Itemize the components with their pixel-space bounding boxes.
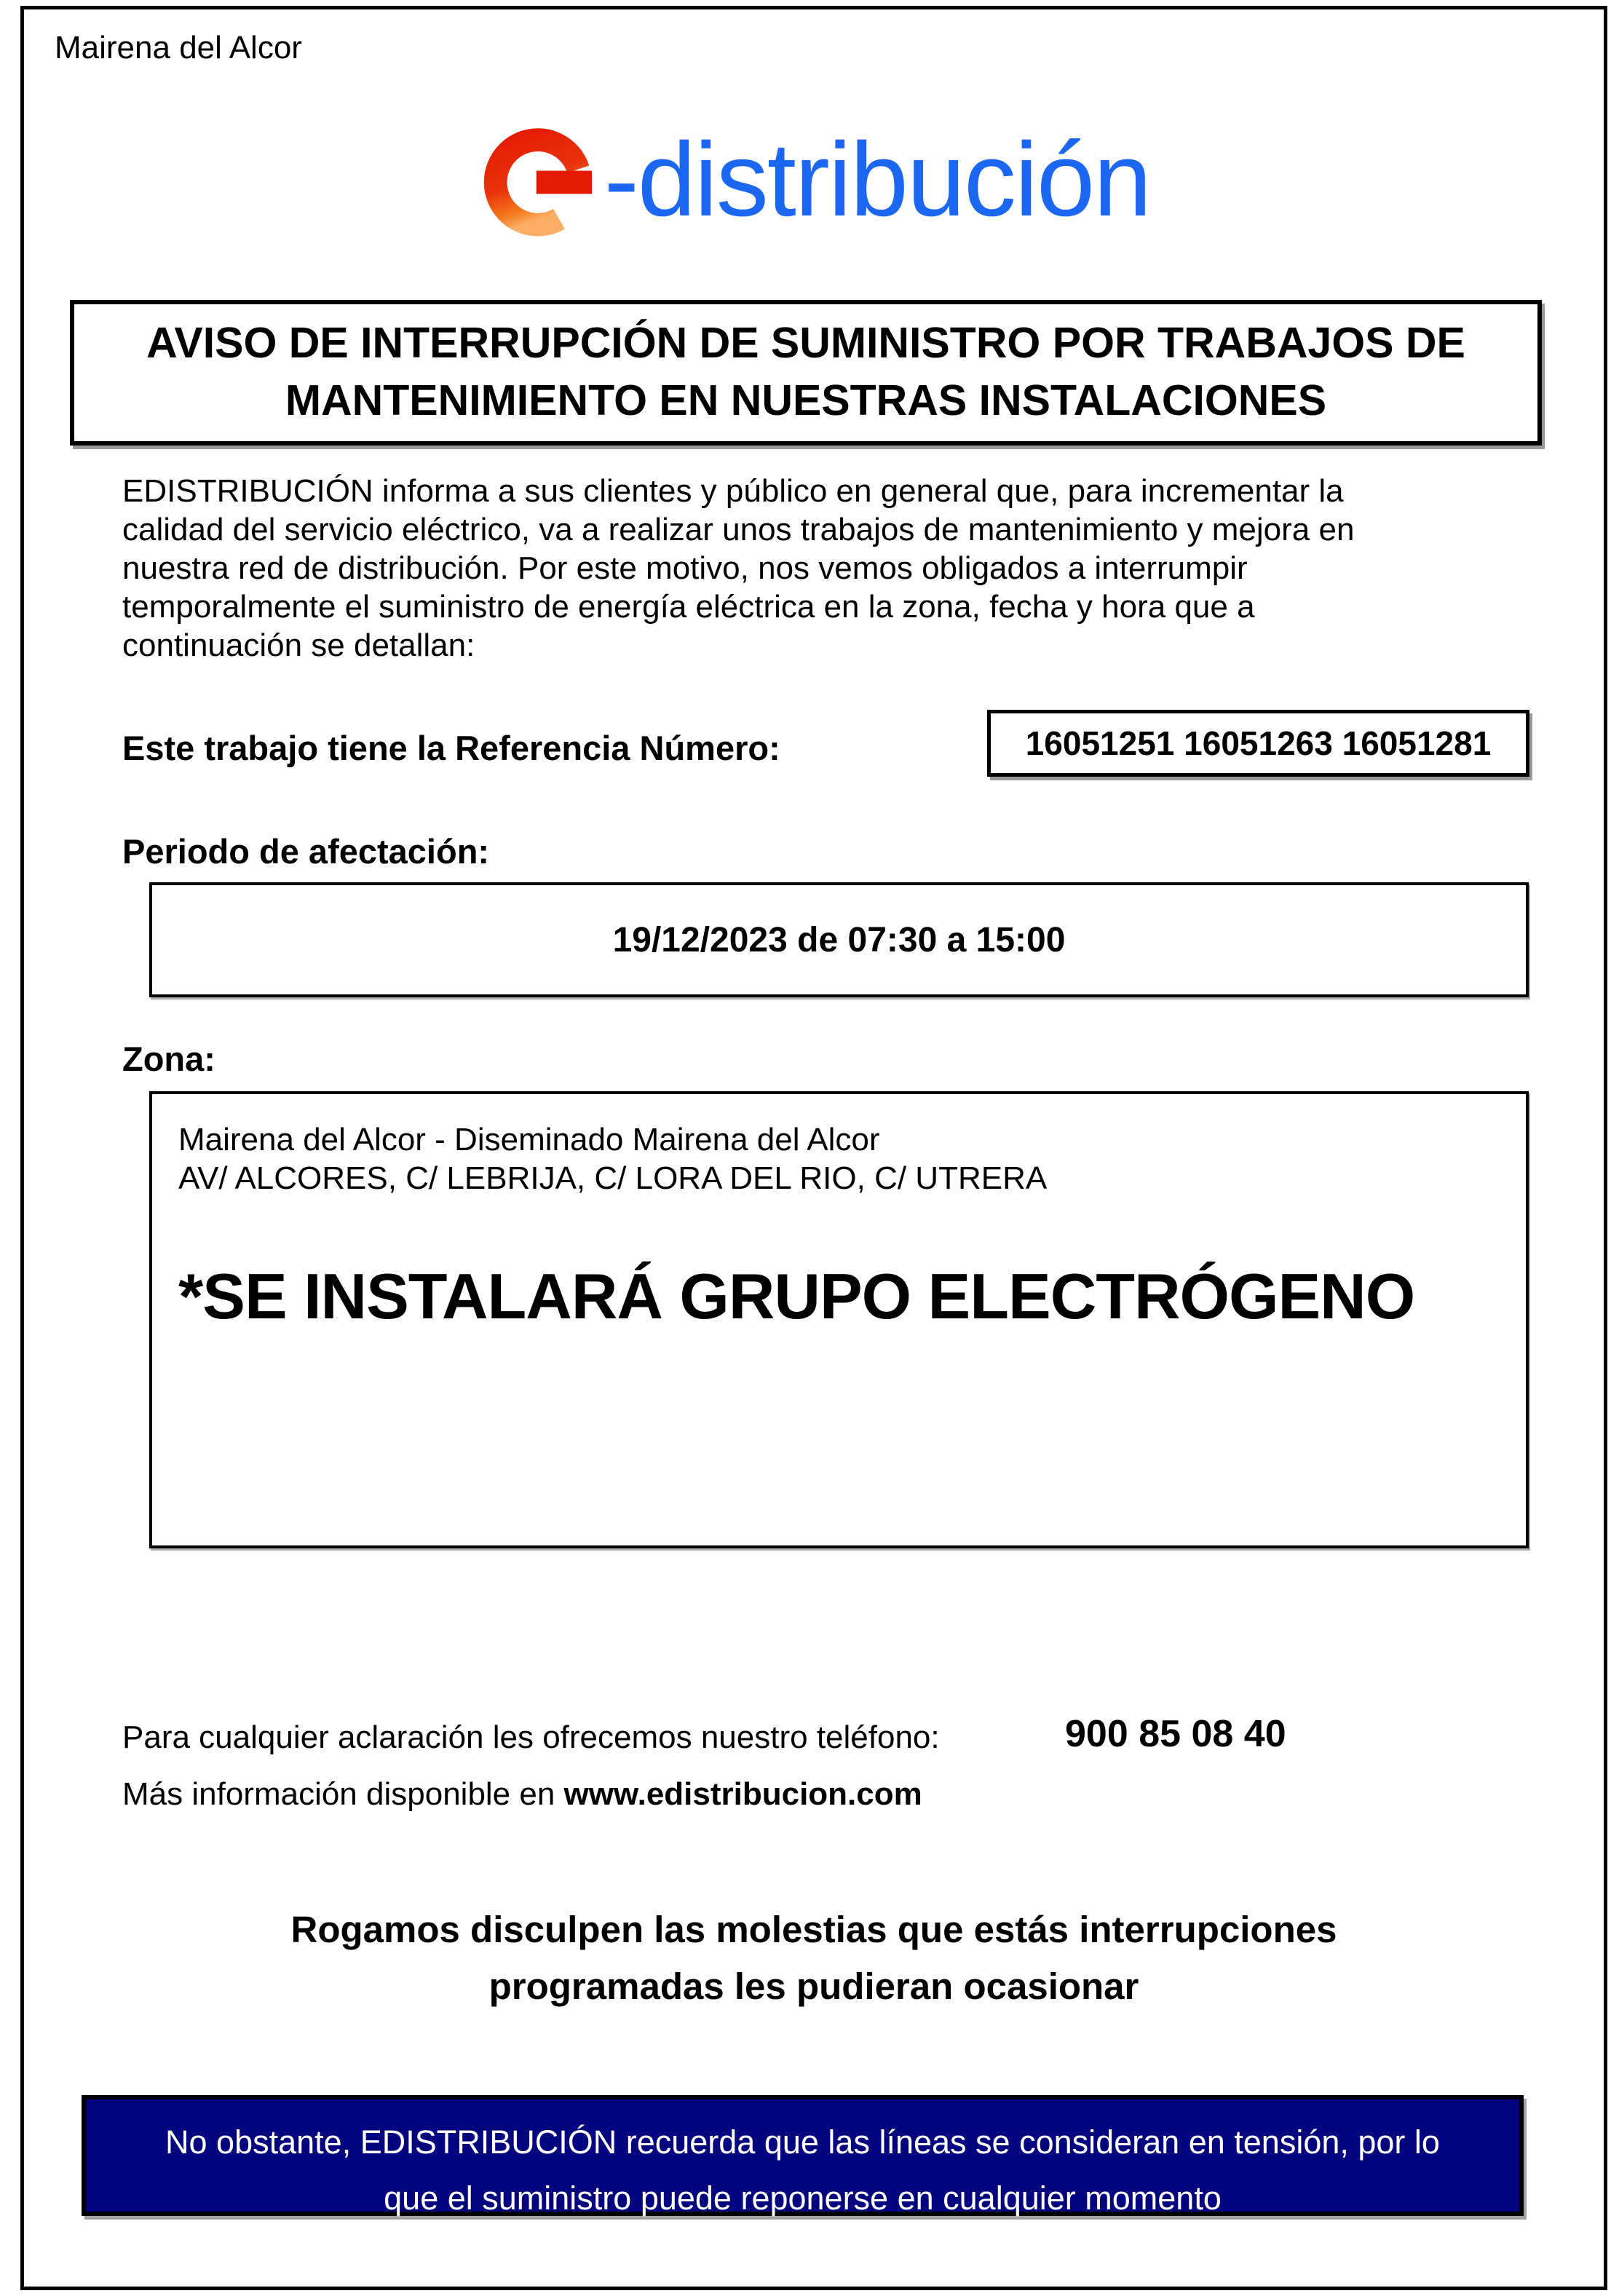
period-value: 19/12/2023 de 07:30 a 15:00 [612, 920, 1066, 959]
phone-number: 900 85 08 40 [1065, 1713, 1286, 1755]
intro-paragraph [122, 472, 1354, 665]
notice-title-line-1: AVISO DE INTERRUPCIÓN DE SUMINISTRO POR TRABAJOS DE [146, 319, 1465, 367]
notice-title-box [70, 300, 1542, 446]
municipality-label: Mairena del Alcor [55, 30, 302, 66]
company-logo [24, 111, 1604, 257]
zone-line-1: Mairena del Alcor - Diseminado Mairena del Alcor [178, 1122, 880, 1157]
intro-line-3: nuestra red de distribución. Por este motivo, nos vemos obligados a interrumpir [122, 550, 1248, 586]
zone-label: Zona: [122, 1040, 215, 1078]
apology-line-1: Rogamos disculpen las molestias que estás interrupciones [290, 1909, 1337, 1950]
intro-line-4: temporalmente el suministro de energía eléctrica en la zona, fecha y hora que a [122, 589, 1255, 625]
period-box [149, 882, 1529, 997]
apology-message [24, 1901, 1604, 2015]
intro-line-1: EDISTRIBUCIÓN informa a sus clientes y público en general que, para incrementar la [122, 473, 1344, 509]
reference-number-value: 16051251 16051263 16051281 [1025, 724, 1492, 762]
live-lines-warning-box [82, 2095, 1524, 2216]
logo-wordmark: -distribución [603, 121, 1151, 238]
website-url: www.edistribucion.com [563, 1776, 922, 1812]
zone-box [149, 1091, 1529, 1548]
period-label: Periodo de afectación: [122, 832, 490, 871]
apology-line-2: programadas les pudieran ocasionar [488, 1966, 1139, 2007]
phone-label: Para cualquier aclaración les ofrecemos nuestro teléfono: [122, 1719, 940, 1755]
notice-title-line-2: MANTENIMIENTO EN NUESTRAS INSTALACIONES [285, 376, 1327, 424]
reference-number-box [987, 710, 1529, 777]
zone-line-2: AV/ ALCORES, C/ LEBRIJA, C/ LORA DEL RIO, C/ UTRERA [178, 1160, 1048, 1196]
intro-line-2: calidad del servicio eléctrico, va a realizar unos trabajos de mantenimiento y mejora en [122, 512, 1355, 547]
warning-line-1: No obstante, EDISTRIBUCIÓN recuerda que las líneas se consideran en tensión, por lo [165, 2123, 1440, 2161]
warning-line-2: que el suministro puede reponerse en cualquier momento [384, 2180, 1222, 2217]
more-info-prefix: Más información disponible en [122, 1776, 564, 1812]
notice-page [20, 6, 1607, 2290]
reference-label: Este trabajo tiene la Referencia Número: [122, 729, 780, 767]
intro-line-5: continuación se detallan: [122, 628, 475, 663]
zone-generator-note: *SE INSTALARÁ GRUPO ELECTRÓGENO [178, 1260, 1415, 1332]
logo-e-icon [478, 111, 601, 242]
more-info-line [122, 1776, 922, 1813]
